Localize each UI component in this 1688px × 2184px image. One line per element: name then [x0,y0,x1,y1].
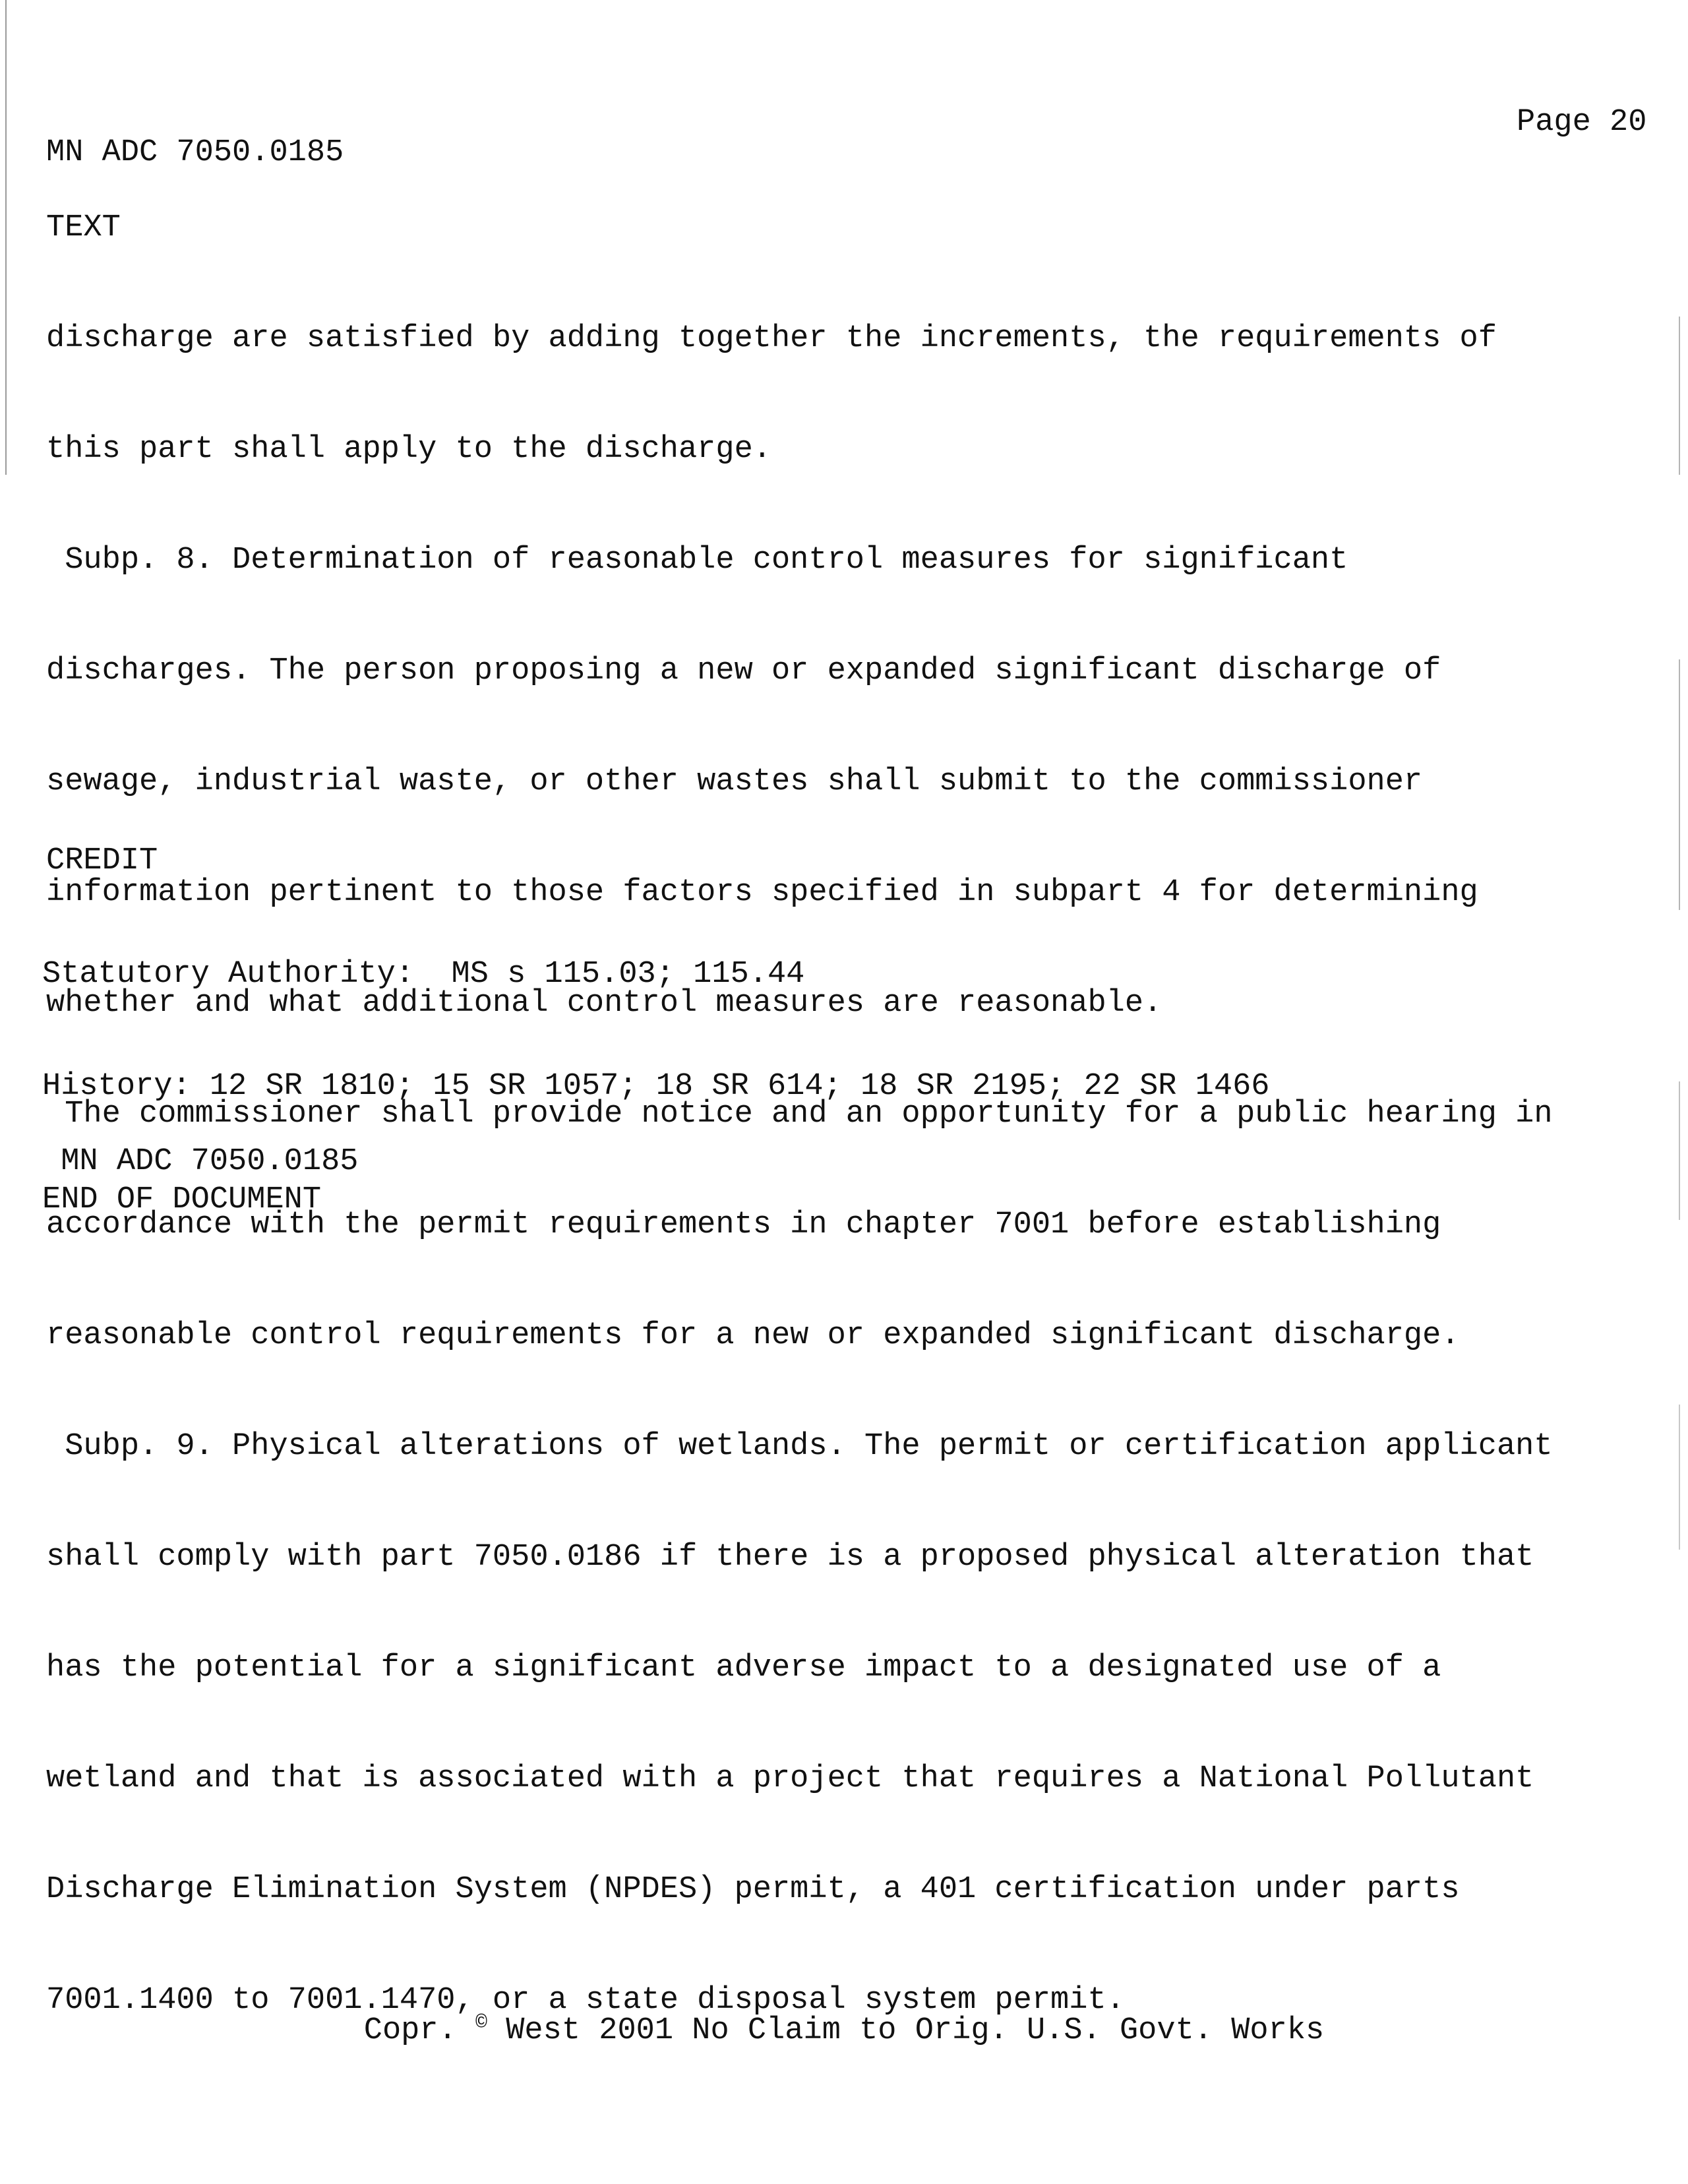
body-line: wetland and that is associated with a project that requires a National Pollutant [46,1761,1534,1796]
body-line: Subp. 8. Determination of reasonable control measures for significant [46,543,1348,578]
scan-edge-mark-right [1679,659,1680,910]
copyright-footer [0,2005,1688,2049]
body-line: sewage, industrial waste, or other wastes shall submit to the commissioner [46,764,1423,799]
body-line: discharges. The person proposing a new or expanded significant discharge of [46,653,1441,688]
body-line: information pertinent to those factors specified in subpart 4 for determining [46,875,1478,910]
body-line: Discharge Elimination System (NPDES) permit, a 401 certification under parts [46,1872,1460,1907]
body-line: Subp. 9. Physical alterations of wetlands. The permit or certification applicant [46,1429,1553,1464]
statutory-authority: Statutory Authority: MS s 115.03; 115.44 [42,957,805,992]
copyright-text: West 2001 No Claim to Orig. U.S. Govt. Works [487,2013,1325,2048]
body-line: accordance with the permit requirements in chapter 7001 before establishing [46,1207,1441,1242]
body-line: 7001.1400 to 7001.1470, or a state disposal system permit. [46,1983,1125,2018]
section-label-text: TEXT [46,210,121,245]
scan-edge-line-left [5,0,7,475]
document-citation: MN ADC 7050.0185 [46,135,344,170]
history: History: 12 SR 1810; 15 SR 1057; 18 SR 614; 18 SR 2195; 22 SR 1466 [42,1069,1270,1104]
body-line: has the potential for a significant adverse impact to a designated use of a [46,1651,1441,1685]
scan-edge-mark-right [1679,317,1680,475]
body-line: discharge are satisfied by adding together the increments, the requirements of [46,321,1497,356]
body-line: reasonable control requirements for a new or expanded significant discharge. [46,1318,1460,1353]
page-number: Page 20 [1517,105,1647,140]
copyright-symbol: © [475,2012,488,2034]
body-line: The commissioner shall provide notice and an opportunity for a public hearing in [46,1097,1553,1132]
body-line: whether and what additional control measures are reasonable. [46,986,1162,1021]
body-line: this part shall apply to the discharge. [46,432,771,467]
end-of-document: END OF DOCUMENT [42,1182,322,1217]
scan-edge-mark-right [1679,1405,1680,1550]
scan-edge-mark-right [1679,1081,1680,1220]
body-line: shall comply with part 7050.0186 if there is a proposed physical alteration that [46,1540,1534,1575]
end-citation: MN ADC 7050.0185 [42,1144,359,1179]
copyright-prefix: Copr. [363,2013,475,2048]
section-label-credit: CREDIT [46,843,158,878]
